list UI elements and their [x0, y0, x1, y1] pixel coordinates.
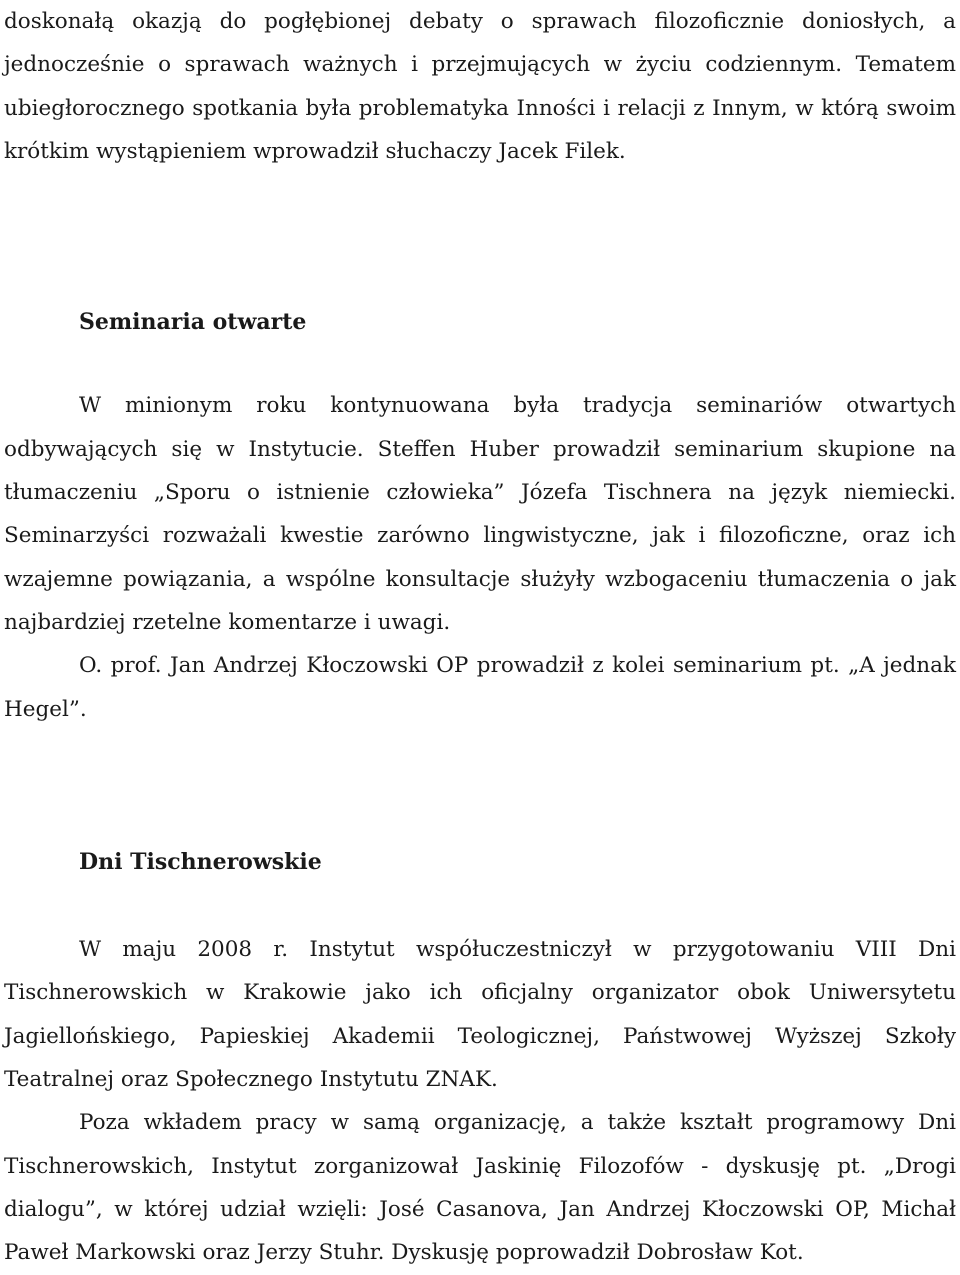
seminars-paragraph-2: O. prof. Jan Andrzej Kłoczowski OP prowadził z kolei seminarium pt. „A jednak Hegel”.	[4, 653, 956, 722]
tischner-days-paragraph-1: W maju 2008 r. Instytut współuczestniczył w przygotowaniu VIII Dni Tischnerowskich w Krakowie jako ich oficjalny organizator obok Uniwersytetu Jagiellońskiego, Papieskiej Akademii Teologicznej, Państwowej Wyższej Szkoły Teatralnej oraz Społecznego Instytutu ZNAK.	[4, 937, 956, 1093]
section-heading-tischner-days: Dni Tischnerowskie	[79, 848, 322, 875]
seminars-paragraph-1: W minionym roku kontynuowana była tradycja seminariów otwartych odbywających się w Instytucie. Steffen Huber prowadził seminarium skupione na tłumaczeniu „Sporu o istnienie człowieka” Józefa Tischnera na język niemiecki. Seminarzyści rozważali kwestie zarówno lingwistyczne, jak i filozoficzne, oraz ich wzajemne powiązania, a wspólne konsultacje służyły wzbogaceniu tłumaczenia o jak najbardziej rzetelne komentarze i uwagi.	[4, 393, 956, 635]
section-spacer	[4, 173, 956, 301]
section-spacer	[4, 884, 956, 928]
section-heading-seminars: Seminaria otwarte	[79, 309, 307, 336]
intro-paragraph: doskonałą okazją do pogłębionej debaty o sprawach filozoficznie doniosłych, a jednocześnie o sprawach ważnych i przejmujących w życiu codziennym. Tematem ubiegłorocznego spotkania była problematyka Inności i relacji z Innym, w którą swoim krótkim wystąpieniem wprowadził słuchaczy Jacek Filek.	[4, 9, 956, 164]
section-spacer	[4, 731, 956, 841]
section-spacer	[4, 344, 956, 384]
document-page	[4, 0, 956, 1275]
tischner-days-paragraph-2: Poza wkładem pracy w samą organizację, a także kształt programowy Dni Tischnerowskich, Instytut zorganizował Jaskinię Filozofów - dyskusję pt. „Drogi dialogu”, w której udział wzięli: José Casanova, Jan Andrzej Kłoczowski OP, Michał Paweł Markowski oraz Jerzy Stuhr. Dyskusję poprowadził Dobrosław Kot.	[4, 1110, 956, 1266]
